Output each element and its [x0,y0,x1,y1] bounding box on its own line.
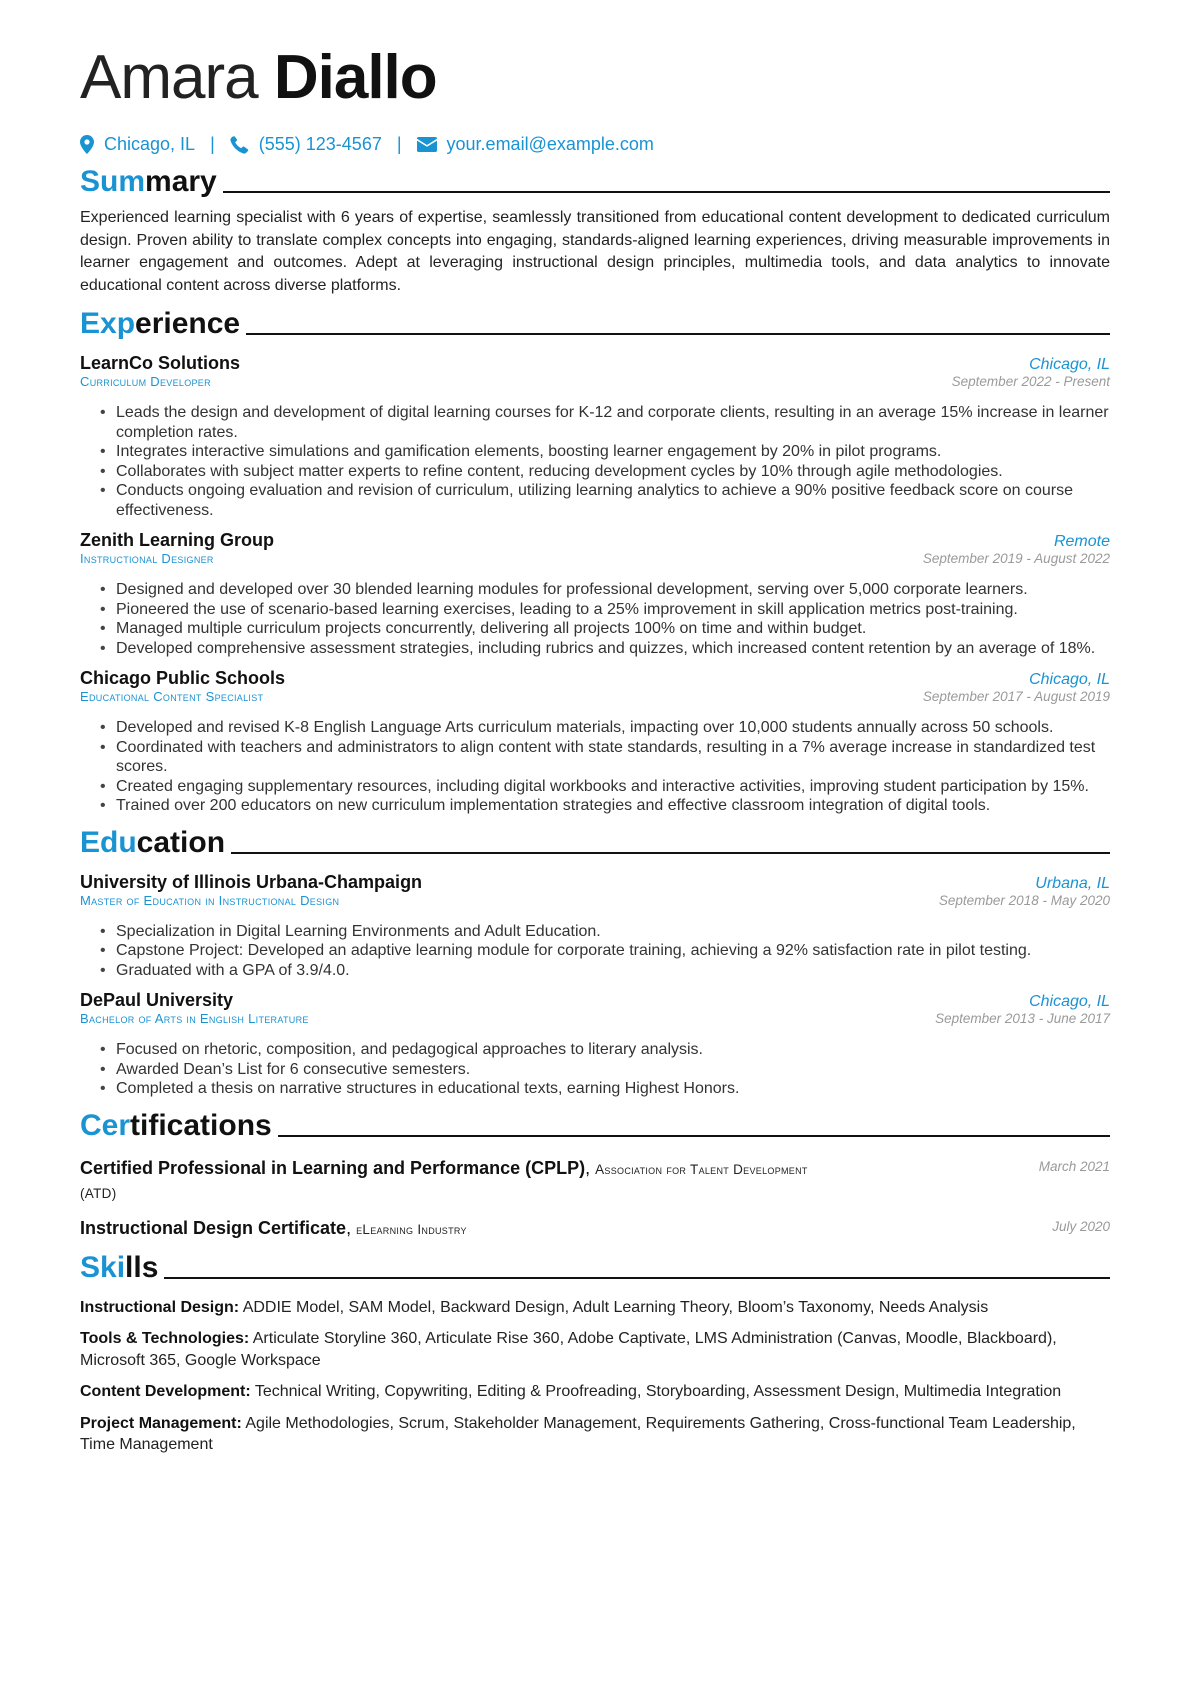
certification-date: July 2020 [1052,1218,1110,1234]
education-heading-accent: Edu [80,825,137,859]
section-rule [246,333,1110,335]
section-rule [223,191,1110,193]
job-entry [80,668,1110,816]
education-bullet-list [80,1040,1110,1099]
education-entry [80,872,1110,981]
bullet-item: • Leads the design and development of digital learning courses for K-12 and corporate clients, resulting in an average 15% increase in learner completion rates. [100,403,1110,442]
skill-group [80,1328,1110,1371]
job-bullet-list [80,718,1110,816]
education-bullet-list [80,922,1110,981]
certification-entry [80,1157,1110,1205]
job-bullet-list [80,403,1110,520]
education-list [80,872,1110,1099]
email-text: your.email@example.com [446,134,654,154]
skill-category: Tools & Technologies: [80,1330,250,1347]
job-entry [80,353,1110,520]
job-bullet-list [80,580,1110,658]
contact-email[interactable] [417,134,654,155]
certifications-heading [80,1107,1110,1145]
job-header-row [80,530,1110,551]
education-heading [80,824,1110,862]
summary-heading-rest: mary [145,165,217,198]
skill-category: Project Management: [80,1414,242,1432]
job-header-row [80,668,1110,689]
job-title: Instructional Designer [80,551,214,566]
job-entry [80,530,1110,658]
education-title: Bachelor of Arts in English Literature [80,1011,309,1026]
bullet-item: • Pioneered the use of scenario-based learning exercises, leading to a 25% improvement in skill application metrics post-training. [100,600,1110,620]
bullet-item: • Developed comprehensive assessment strategies, including rubrics and quizzes, which increased content retention by an average of 18%. [100,639,1110,659]
skills-heading-accent: Ski [80,1250,126,1284]
certification-name: Certified Professional in Learning and Performance (CPLP) [80,1157,586,1178]
skill-list: Technical Writing, Copywriting, Editing & Proofreading, Storyboarding, Assessment Design, Multimedia Integration [254,1383,1062,1400]
bullet-item: • Created engaging supplementary resources, including digital workbooks and interactive activities, improving student participation by 15%. [100,777,1110,797]
section-rule [231,852,1110,854]
bullet-item: • Coordinated with teachers and administrators to align content with state standards, resulting in a 7% average increase in standardized test scores. [100,738,1110,777]
bullet-item: • Integrates interactive simulations and gamification elements, boosting learner engagement by 20% in pilot programs. [100,442,1110,462]
skill-group [80,1413,1110,1456]
certification-text: Certified Professional in Learning and Performance (CPLP), Association for Talent Development (ATD) [80,1157,808,1201]
summary-heading-accent: Sum [80,165,146,198]
skills-list [80,1297,1110,1456]
job-sub-row [80,551,1110,566]
bullet-item: • Capstone Project: Developed an adaptive learning module for corporate training, achieving a 92% satisfaction rate in pilot testing. [100,941,1110,961]
contact-location [80,134,195,155]
section-rule [278,1135,1110,1137]
job-location: Remote [1053,533,1110,550]
job-dates: September 2019 - August 2022 [922,551,1110,566]
bullet-item: • Focused on rhetoric, composition, and pedagogical approaches to literary analysis. [100,1040,1110,1060]
bullet-item: • Conducts ongoing evaluation and revision of curriculum, utilizing learning analytics to achieve a 90% positive feedback score on course effectiveness. [100,481,1110,520]
education-dates: September 2013 - June 2017 [935,1011,1110,1026]
last-name: Diallo [273,43,437,112]
map-pin-icon [80,135,94,154]
experience-heading-accent: Exp [80,307,136,340]
certifications-list [80,1157,1110,1241]
skills-heading [80,1249,1110,1287]
summary-heading [80,163,1110,201]
skill-category: Content Development: [80,1383,251,1400]
certification-date: March 2021 [1038,1158,1110,1174]
bullet-item: • Awarded Dean’s List for 6 consecutive semesters. [100,1060,1110,1080]
skill-list: ADDIE Model, SAM Model, Backward Design, Adult Learning Theory, Bloom’s Taxonomy, Needs Analysis [242,1298,989,1316]
bullet-item: • Trained over 200 educators on new curriculum implementation strategies and effective classroom integration of digital tools. [100,796,1110,816]
phone-icon [230,135,249,154]
phone-text: (555) 123-4567 [258,134,382,154]
contact-phone[interactable] [230,134,382,155]
job-organization: Chicago Public Schools [80,668,286,688]
education-organization: University of Illinois Urbana-Champaign [80,871,423,892]
certification-issuer: Association for Talent Development (ATD) [80,1161,808,1201]
bullet-item: • Designed and developed over 30 blended learning modules for professional development, serving over 5,000 corporate learners. [100,580,1110,600]
bullet-item: • Managed multiple curriculum projects concurrently, delivering all projects 100% on time and within budget. [100,619,1110,639]
job-organization: Zenith Learning Group [80,530,274,550]
summary-text: Experienced learning specialist with 6 years of expertise, seamlessly transitioned from educational content development to dedicated curriculum design. Proven ability to translate complex concepts into engaging, standards-aligned learning experiences, driving measurable improvements in learner engagement and outcomes. Adept at leveraging instructional design principles, multimedia tools, and data analytics to innovate educational content across diverse platforms. [80,209,1110,294]
education-header-row [80,872,1110,893]
skill-group [80,1297,1110,1319]
contact-bar [80,134,1110,155]
education-heading-rest: cation [136,825,226,859]
education-title: Master of Education in Instructional Design [80,892,340,908]
job-title: Curriculum Developer [80,374,211,389]
education-organization: DePaul University [80,990,234,1010]
bullet-item: • Collaborates with subject matter experts to refine content, reducing development cycles by 10% through agile methodologies. [100,462,1110,482]
education-sub-row [80,893,1110,908]
first-name: Amara [80,43,258,112]
bullet-item: • Developed and revised K-8 English Language Arts curriculum materials, impacting over 10,000 students annually across 50 schools. [100,718,1110,738]
job-dates: September 2017 - August 2019 [922,689,1110,704]
job-location: Chicago, IL [1029,356,1110,373]
experience-heading [80,305,1110,343]
skills-heading-rest: lls [125,1250,159,1284]
bullet-item: • Specialization in Digital Learning Environments and Adult Education. [100,922,1110,942]
education-entry [80,990,1110,1099]
experience-list [80,353,1110,816]
certification-entry [80,1217,1110,1241]
certifications-heading-rest: tifications [130,1108,272,1142]
education-location: Chicago, IL [1029,993,1110,1010]
section-rule [164,1277,1110,1279]
contact-separator: | [396,134,402,154]
education-location: Urbana, IL [1035,874,1110,892]
education-sub-row [80,1011,1110,1026]
certification-name: Instructional Design Certificate [80,1217,347,1238]
certification-text: Instructional Design Certificate, eLearning Industry [80,1217,467,1238]
skill-category: Instructional Design: [80,1298,240,1316]
experience-heading-rest: erience [135,307,241,340]
candidate-name [80,40,1110,116]
certification-issuer: eLearning Industry [356,1221,467,1237]
bullet-item: • Completed a thesis on narrative structures in educational texts, earning Highest Honors. [100,1079,1110,1099]
skill-list: Articulate Storyline 360, Articulate Rise 360, Adobe Captivate, LMS Administration (Canvas, Moodle, Blackboard), Microsoft 365, Google Workspace [80,1330,1057,1369]
job-dates: September 2022 - Present [951,374,1110,389]
contact-separator: | [210,134,215,154]
job-sub-row [80,689,1110,704]
job-sub-row [80,374,1110,389]
location-text: Chicago, IL [104,134,196,154]
certifications-heading-accent: Cer [80,1108,131,1142]
education-dates: September 2018 - May 2020 [938,892,1110,908]
skill-list: Agile Methodologies, Scrum, Stakeholder Management, Requirements Gathering, Cross-functional Team Leadership, Time Management [80,1414,1076,1453]
job-organization: LearnCo Solutions [80,353,241,373]
education-header-row [80,990,1110,1011]
job-location: Chicago, IL [1029,671,1110,688]
job-title: Educational Content Specialist [80,689,264,704]
bullet-item: • Graduated with a GPA of 3.9/4.0. [100,961,1110,981]
skill-group [80,1381,1110,1403]
envelope-icon [417,137,437,152]
job-header-row [80,353,1110,374]
